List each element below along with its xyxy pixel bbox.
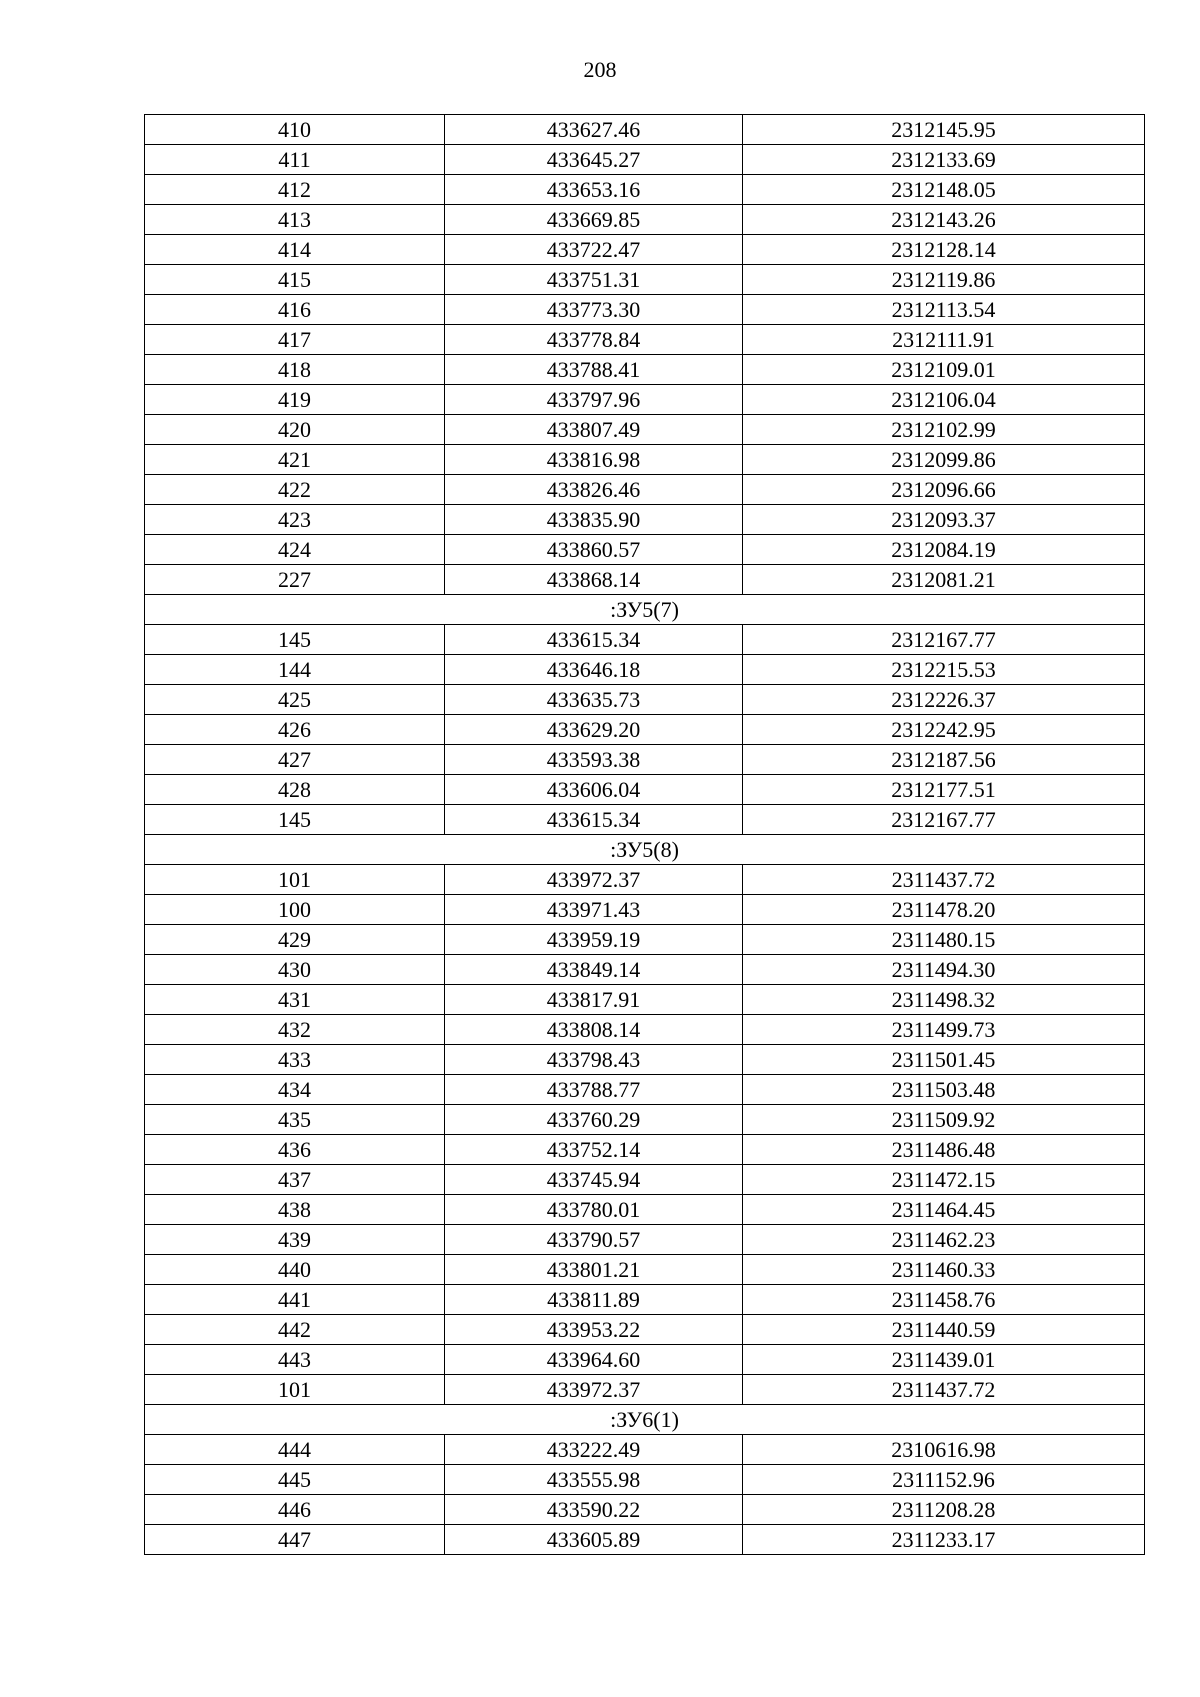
table-row bbox=[145, 625, 1145, 655]
point-number-cell: 101 bbox=[145, 1375, 445, 1405]
x-coordinate-cell: 433745.94 bbox=[445, 1165, 743, 1195]
y-coordinate-cell: 2312093.37 bbox=[743, 505, 1145, 535]
y-coordinate-cell: 2312128.14 bbox=[743, 235, 1145, 265]
section-label: :ЗУ5(7) bbox=[145, 595, 1145, 625]
table-row bbox=[145, 1255, 1145, 1285]
table-row bbox=[145, 685, 1145, 715]
x-coordinate-cell: 433790.57 bbox=[445, 1225, 743, 1255]
x-coordinate-cell: 433964.60 bbox=[445, 1345, 743, 1375]
y-coordinate-cell: 2312102.99 bbox=[743, 415, 1145, 445]
y-coordinate-cell: 2311462.23 bbox=[743, 1225, 1145, 1255]
point-number-cell: 440 bbox=[145, 1255, 445, 1285]
point-number-cell: 437 bbox=[145, 1165, 445, 1195]
table-row bbox=[145, 925, 1145, 955]
x-coordinate-cell: 433773.30 bbox=[445, 295, 743, 325]
point-number-cell: 411 bbox=[145, 145, 445, 175]
point-number-cell: 435 bbox=[145, 1105, 445, 1135]
point-number-cell: 415 bbox=[145, 265, 445, 295]
y-coordinate-cell: 2312113.54 bbox=[743, 295, 1145, 325]
point-number-cell: 410 bbox=[145, 115, 445, 145]
point-number-cell: 424 bbox=[145, 535, 445, 565]
table-row bbox=[145, 1525, 1145, 1555]
table-row bbox=[145, 355, 1145, 385]
table-row bbox=[145, 1495, 1145, 1525]
point-number-cell: 227 bbox=[145, 565, 445, 595]
y-coordinate-cell: 2312226.37 bbox=[743, 685, 1145, 715]
y-coordinate-cell: 2311486.48 bbox=[743, 1135, 1145, 1165]
table-row bbox=[145, 415, 1145, 445]
x-coordinate-cell: 433760.29 bbox=[445, 1105, 743, 1135]
x-coordinate-cell: 433971.43 bbox=[445, 895, 743, 925]
y-coordinate-cell: 2312242.95 bbox=[743, 715, 1145, 745]
table-row bbox=[145, 1375, 1145, 1405]
point-number-cell: 436 bbox=[145, 1135, 445, 1165]
table-row bbox=[145, 1315, 1145, 1345]
y-coordinate-cell: 2311472.15 bbox=[743, 1165, 1145, 1195]
section-header-row bbox=[145, 835, 1145, 865]
y-coordinate-cell: 2311233.17 bbox=[743, 1525, 1145, 1555]
x-coordinate-cell: 433606.04 bbox=[445, 775, 743, 805]
x-coordinate-cell: 433722.47 bbox=[445, 235, 743, 265]
x-coordinate-cell: 433972.37 bbox=[445, 1375, 743, 1405]
x-coordinate-cell: 433807.49 bbox=[445, 415, 743, 445]
x-coordinate-cell: 433835.90 bbox=[445, 505, 743, 535]
point-number-cell: 412 bbox=[145, 175, 445, 205]
x-coordinate-cell: 433593.38 bbox=[445, 745, 743, 775]
y-coordinate-cell: 2311480.15 bbox=[743, 925, 1145, 955]
y-coordinate-cell: 2312109.01 bbox=[743, 355, 1145, 385]
y-coordinate-cell: 2312119.86 bbox=[743, 265, 1145, 295]
point-number-cell: 441 bbox=[145, 1285, 445, 1315]
y-coordinate-cell: 2312081.21 bbox=[743, 565, 1145, 595]
point-number-cell: 425 bbox=[145, 685, 445, 715]
point-number-cell: 144 bbox=[145, 655, 445, 685]
x-coordinate-cell: 433780.01 bbox=[445, 1195, 743, 1225]
table-row bbox=[145, 175, 1145, 205]
y-coordinate-cell: 2312143.26 bbox=[743, 205, 1145, 235]
y-coordinate-cell: 2312167.77 bbox=[743, 625, 1145, 655]
point-number-cell: 145 bbox=[145, 805, 445, 835]
point-number-cell: 427 bbox=[145, 745, 445, 775]
x-coordinate-cell: 433798.43 bbox=[445, 1045, 743, 1075]
y-coordinate-cell: 2311464.45 bbox=[743, 1195, 1145, 1225]
point-number-cell: 430 bbox=[145, 955, 445, 985]
point-number-cell: 421 bbox=[145, 445, 445, 475]
table-row bbox=[145, 955, 1145, 985]
y-coordinate-cell: 2311499.73 bbox=[743, 1015, 1145, 1045]
point-number-cell: 444 bbox=[145, 1435, 445, 1465]
x-coordinate-cell: 433605.89 bbox=[445, 1525, 743, 1555]
x-coordinate-cell: 433629.20 bbox=[445, 715, 743, 745]
table-row bbox=[145, 1045, 1145, 1075]
point-number-cell: 447 bbox=[145, 1525, 445, 1555]
table-row bbox=[145, 715, 1145, 745]
y-coordinate-cell: 2312167.77 bbox=[743, 805, 1145, 835]
point-number-cell: 432 bbox=[145, 1015, 445, 1045]
y-coordinate-cell: 2312148.05 bbox=[743, 175, 1145, 205]
x-coordinate-cell: 433627.46 bbox=[445, 115, 743, 145]
x-coordinate-cell: 433222.49 bbox=[445, 1435, 743, 1465]
x-coordinate-cell: 433860.57 bbox=[445, 535, 743, 565]
y-coordinate-cell: 2312145.95 bbox=[743, 115, 1145, 145]
table-row bbox=[145, 1435, 1145, 1465]
x-coordinate-cell: 433849.14 bbox=[445, 955, 743, 985]
y-coordinate-cell: 2311503.48 bbox=[743, 1075, 1145, 1105]
point-number-cell: 419 bbox=[145, 385, 445, 415]
y-coordinate-cell: 2311458.76 bbox=[743, 1285, 1145, 1315]
table-row bbox=[145, 1345, 1145, 1375]
y-coordinate-cell: 2311208.28 bbox=[743, 1495, 1145, 1525]
y-coordinate-cell: 2311498.32 bbox=[743, 985, 1145, 1015]
point-number-cell: 434 bbox=[145, 1075, 445, 1105]
section-header-row bbox=[145, 1405, 1145, 1435]
point-number-cell: 100 bbox=[145, 895, 445, 925]
point-number-cell: 438 bbox=[145, 1195, 445, 1225]
y-coordinate-cell: 2311440.59 bbox=[743, 1315, 1145, 1345]
point-number-cell: 420 bbox=[145, 415, 445, 445]
point-number-cell: 101 bbox=[145, 865, 445, 895]
table-row bbox=[145, 1135, 1145, 1165]
y-coordinate-cell: 2311494.30 bbox=[743, 955, 1145, 985]
x-coordinate-cell: 433816.98 bbox=[445, 445, 743, 475]
table-row bbox=[145, 1285, 1145, 1315]
point-number-cell: 417 bbox=[145, 325, 445, 355]
x-coordinate-cell: 433645.27 bbox=[445, 145, 743, 175]
table-row bbox=[145, 565, 1145, 595]
table-row bbox=[145, 535, 1145, 565]
point-number-cell: 442 bbox=[145, 1315, 445, 1345]
y-coordinate-cell: 2311460.33 bbox=[743, 1255, 1145, 1285]
x-coordinate-cell: 433817.91 bbox=[445, 985, 743, 1015]
table-row bbox=[145, 775, 1145, 805]
y-coordinate-cell: 2311437.72 bbox=[743, 1375, 1145, 1405]
table-row bbox=[145, 145, 1145, 175]
y-coordinate-cell: 2312106.04 bbox=[743, 385, 1145, 415]
point-number-cell: 422 bbox=[145, 475, 445, 505]
table-row bbox=[145, 385, 1145, 415]
table-row bbox=[145, 505, 1145, 535]
x-coordinate-cell: 433646.18 bbox=[445, 655, 743, 685]
table-row bbox=[145, 895, 1145, 925]
table-row bbox=[145, 985, 1145, 1015]
table-row bbox=[145, 1015, 1145, 1045]
x-coordinate-cell: 433972.37 bbox=[445, 865, 743, 895]
y-coordinate-cell: 2312133.69 bbox=[743, 145, 1145, 175]
table-row bbox=[145, 1465, 1145, 1495]
x-coordinate-cell: 433797.96 bbox=[445, 385, 743, 415]
x-coordinate-cell: 433590.22 bbox=[445, 1495, 743, 1525]
point-number-cell: 433 bbox=[145, 1045, 445, 1075]
section-label: :ЗУ6(1) bbox=[145, 1405, 1145, 1435]
y-coordinate-cell: 2311501.45 bbox=[743, 1045, 1145, 1075]
x-coordinate-cell: 433868.14 bbox=[445, 565, 743, 595]
y-coordinate-cell: 2312096.66 bbox=[743, 475, 1145, 505]
table-row bbox=[145, 745, 1145, 775]
y-coordinate-cell: 2311509.92 bbox=[743, 1105, 1145, 1135]
coordinates-table bbox=[144, 114, 1145, 1555]
point-number-cell: 428 bbox=[145, 775, 445, 805]
table-row bbox=[145, 1165, 1145, 1195]
point-number-cell: 145 bbox=[145, 625, 445, 655]
x-coordinate-cell: 433953.22 bbox=[445, 1315, 743, 1345]
table-row bbox=[145, 805, 1145, 835]
x-coordinate-cell: 433808.14 bbox=[445, 1015, 743, 1045]
page-number: 208 bbox=[583, 57, 617, 82]
table-row bbox=[145, 1105, 1145, 1135]
x-coordinate-cell: 433788.77 bbox=[445, 1075, 743, 1105]
table-row bbox=[145, 865, 1145, 895]
point-number-cell: 443 bbox=[145, 1345, 445, 1375]
section-header-row bbox=[145, 595, 1145, 625]
y-coordinate-cell: 2312215.53 bbox=[743, 655, 1145, 685]
x-coordinate-cell: 433826.46 bbox=[445, 475, 743, 505]
point-number-cell: 445 bbox=[145, 1465, 445, 1495]
point-number-cell: 414 bbox=[145, 235, 445, 265]
point-number-cell: 423 bbox=[145, 505, 445, 535]
x-coordinate-cell: 433811.89 bbox=[445, 1285, 743, 1315]
point-number-cell: 416 bbox=[145, 295, 445, 325]
table-row bbox=[145, 325, 1145, 355]
y-coordinate-cell: 2311437.72 bbox=[743, 865, 1145, 895]
table-row bbox=[145, 295, 1145, 325]
table-row bbox=[145, 1195, 1145, 1225]
table-row bbox=[145, 115, 1145, 145]
section-label: :ЗУ5(8) bbox=[145, 835, 1145, 865]
x-coordinate-cell: 433751.31 bbox=[445, 265, 743, 295]
x-coordinate-cell: 433959.19 bbox=[445, 925, 743, 955]
table-row bbox=[145, 235, 1145, 265]
point-number-cell: 431 bbox=[145, 985, 445, 1015]
table-row bbox=[145, 1225, 1145, 1255]
x-coordinate-cell: 433615.34 bbox=[445, 805, 743, 835]
point-number-cell: 446 bbox=[145, 1495, 445, 1525]
x-coordinate-cell: 433801.21 bbox=[445, 1255, 743, 1285]
y-coordinate-cell: 2310616.98 bbox=[743, 1435, 1145, 1465]
y-coordinate-cell: 2311439.01 bbox=[743, 1345, 1145, 1375]
x-coordinate-cell: 433788.41 bbox=[445, 355, 743, 385]
table-row bbox=[145, 445, 1145, 475]
x-coordinate-cell: 433635.73 bbox=[445, 685, 743, 715]
x-coordinate-cell: 433752.14 bbox=[445, 1135, 743, 1165]
y-coordinate-cell: 2312177.51 bbox=[743, 775, 1145, 805]
y-coordinate-cell: 2312099.86 bbox=[743, 445, 1145, 475]
coordinates-table-body bbox=[145, 115, 1145, 1555]
y-coordinate-cell: 2312084.19 bbox=[743, 535, 1145, 565]
table-row bbox=[145, 475, 1145, 505]
x-coordinate-cell: 433615.34 bbox=[445, 625, 743, 655]
table-row bbox=[145, 1075, 1145, 1105]
point-number-cell: 439 bbox=[145, 1225, 445, 1255]
point-number-cell: 413 bbox=[145, 205, 445, 235]
table-row bbox=[145, 655, 1145, 685]
x-coordinate-cell: 433669.85 bbox=[445, 205, 743, 235]
y-coordinate-cell: 2311478.20 bbox=[743, 895, 1145, 925]
x-coordinate-cell: 433555.98 bbox=[445, 1465, 743, 1495]
point-number-cell: 429 bbox=[145, 925, 445, 955]
table-row bbox=[145, 265, 1145, 295]
point-number-cell: 426 bbox=[145, 715, 445, 745]
x-coordinate-cell: 433653.16 bbox=[445, 175, 743, 205]
y-coordinate-cell: 2312111.91 bbox=[743, 325, 1145, 355]
point-number-cell: 418 bbox=[145, 355, 445, 385]
table-row bbox=[145, 205, 1145, 235]
y-coordinate-cell: 2311152.96 bbox=[743, 1465, 1145, 1495]
y-coordinate-cell: 2312187.56 bbox=[743, 745, 1145, 775]
x-coordinate-cell: 433778.84 bbox=[445, 325, 743, 355]
